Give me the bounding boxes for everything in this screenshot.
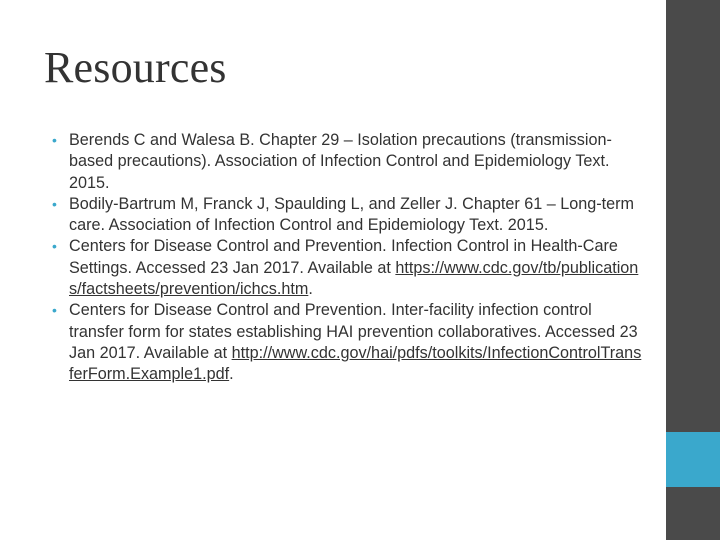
reference-item (52, 236, 644, 300)
reference-text: Bodily-Bartrum M, Franck J, Spaulding L, and Zeller J. Chapter 61 – Long-term care. Association of Infection Control and Epidemiology Text. 2015. (69, 194, 635, 235)
reference-link[interactable]: https://www.cdc.gov/tb/publications/factsheets/prevention/ichcs.htm (69, 258, 639, 299)
sidebar-accent (666, 432, 720, 487)
reference-text: Centers for Disease Control and Prevention. Inter-facility infection control transfer form for states establishing HAI prevention collaboratives. Accessed 23 Jan 2017. Available at (69, 301, 638, 362)
reference-text: Centers for Disease Control and Prevention. Infection Control in Health-Care Settings. Accessed 23 Jan 2017. Available at (69, 237, 618, 277)
bullet-icon: • (52, 238, 57, 255)
reference-link[interactable]: http://www.cdc.gov/hai/pdfs/toolkits/InfectionControlTransferForm.Example1.pdf (69, 343, 642, 384)
slide-title: Resources (44, 43, 227, 92)
bullet-icon: • (52, 302, 57, 319)
reference-punctuation: . (308, 280, 313, 299)
bullet-icon: • (52, 132, 57, 148)
bullet-icon: • (52, 195, 57, 212)
reference-list (52, 130, 644, 386)
reference-item (52, 194, 644, 237)
reference-text: Berends C and Walesa B. Chapter 29 – Isolation precautions (transmission-based precautions). Association of Infection Control and Epidemiology Text. 2015. (69, 131, 612, 192)
reference-item (52, 300, 644, 385)
reference-punctuation: . (229, 365, 234, 384)
reference-item (52, 130, 644, 194)
